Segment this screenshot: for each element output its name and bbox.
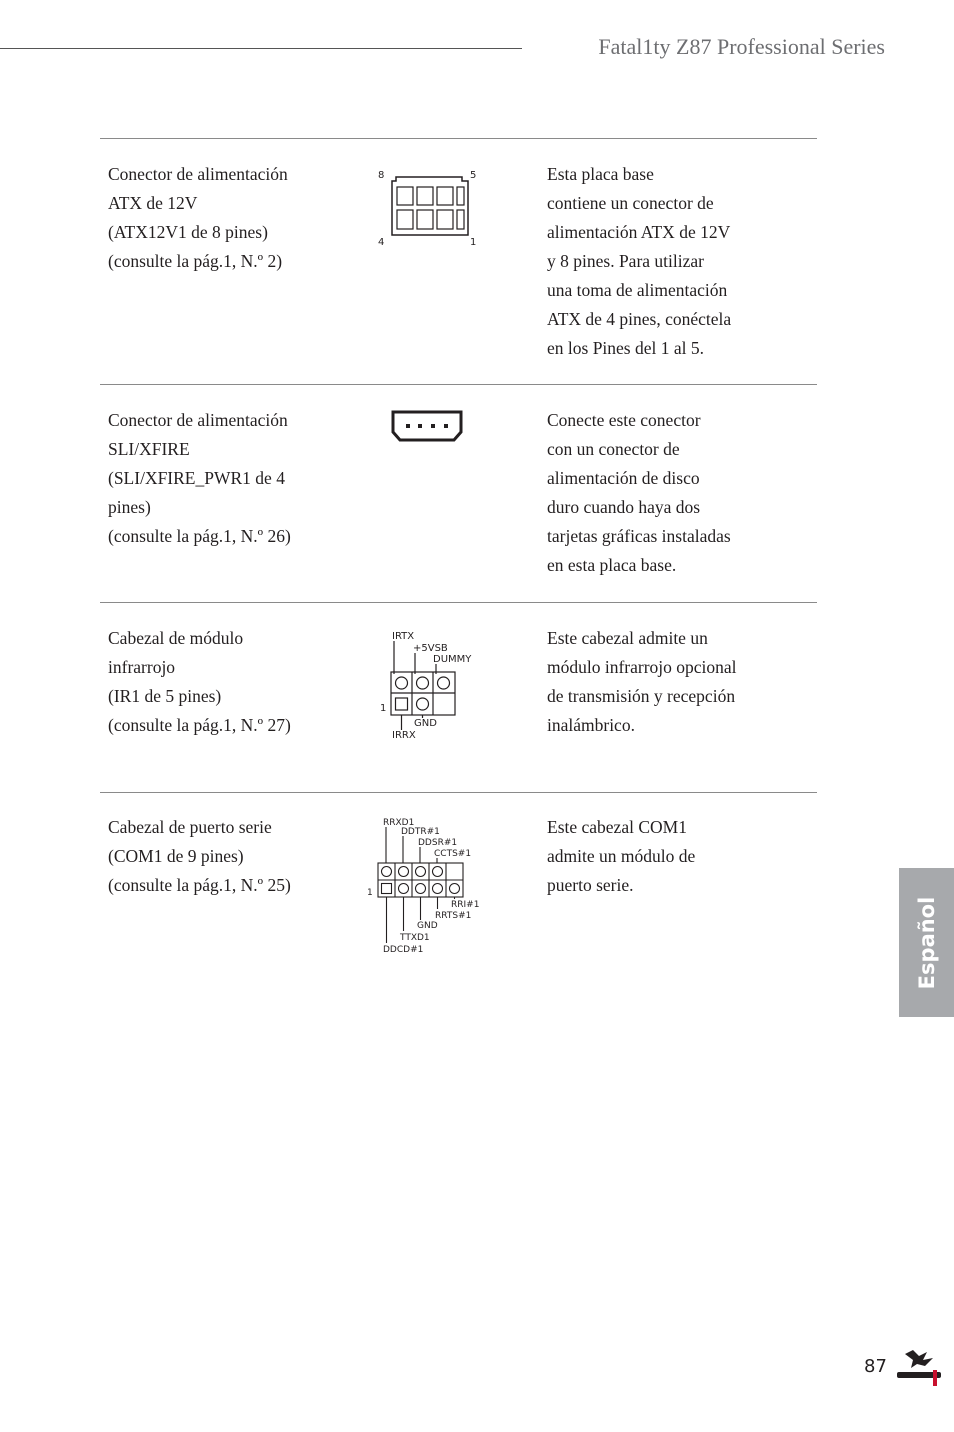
connector-label: Cabezal de módulo infrarrojo (IR1 de 5 pines) (consulte la pág.1, N.º 27)	[108, 628, 291, 735]
dummy-label: DUMMY	[433, 654, 472, 665]
irrx-label: IRRX	[392, 730, 416, 741]
pin-5-label: 5	[470, 170, 477, 181]
connector-description: Esta placa base contiene un conector de alimentación ATX de 12V y 8 pines. Para utilizar una toma de alimentación ATX de 4 pines, conéctela en los Pines del 1 al 5.	[547, 164, 732, 358]
pin-4-label: 4	[378, 237, 385, 248]
ttxd1-label: TTXD1	[400, 933, 430, 943]
rri1-label: RRI#1	[451, 900, 480, 910]
table-divider	[100, 792, 817, 793]
rrts1-label: RRTS#1	[435, 911, 472, 921]
fatal1ty-logo-icon	[893, 1348, 949, 1390]
rrxd1-label: RRXD1	[383, 818, 415, 828]
ddsr1-label: DDSR#1	[418, 838, 458, 848]
com-header-diagram	[366, 815, 484, 955]
5vsb-label: +5VSB	[413, 643, 448, 654]
gnd-label: GND	[417, 921, 438, 931]
pin-8-label: 8	[378, 170, 385, 181]
connector-description: Este cabezal COM1 admite un módulo de puerto serie.	[547, 817, 696, 895]
atx12v-8pin-diagram	[372, 165, 482, 250]
ir-header-diagram	[377, 628, 482, 743]
sli-xfire-4pin-diagram	[390, 408, 465, 444]
pin-1-label: 1	[470, 237, 477, 248]
table-divider	[100, 138, 817, 139]
connector-label: Conector de alimentación ATX de 12V (ATX12V1 de 8 pines) (consulte la pág.1, N.º 2)	[108, 164, 288, 271]
connector-description: Conecte este conector con un conector de alimentación de disco duro cuando haya dos tarjetas gráficas instaladas en esta placa base.	[547, 410, 731, 575]
irtx-label: IRTX	[392, 631, 415, 642]
connector-description: Este cabezal admite un módulo infrarrojo opcional de transmisión y recepción inalámbrico.	[547, 628, 737, 735]
page-header-title: Fatal1ty Z87 Professional Series	[598, 34, 885, 59]
ddtr1-label: DDTR#1	[401, 827, 440, 837]
pin-1-label: 1	[380, 703, 387, 714]
page-number: 87	[864, 1356, 887, 1377]
ddcd1-label: DDCD#1	[383, 945, 424, 955]
connector-label: Conector de alimentación SLI/XFIRE (SLI/XFIRE_PWR1 de 4 pines) (consulte la pág.1, N.º 26)	[108, 410, 291, 546]
gnd-label: GND	[414, 718, 437, 729]
language-label: Español	[914, 896, 939, 989]
pin-1-label: 1	[367, 888, 373, 898]
connector-label: Cabezal de puerto serie (COM1 de 9 pines) (consulte la pág.1, N.º 25)	[108, 817, 291, 895]
ccts1-label: CCTS#1	[434, 849, 472, 859]
table-divider	[100, 384, 817, 385]
table-divider	[100, 602, 817, 603]
header-rule	[0, 48, 522, 49]
language-side-tab	[899, 868, 954, 1017]
